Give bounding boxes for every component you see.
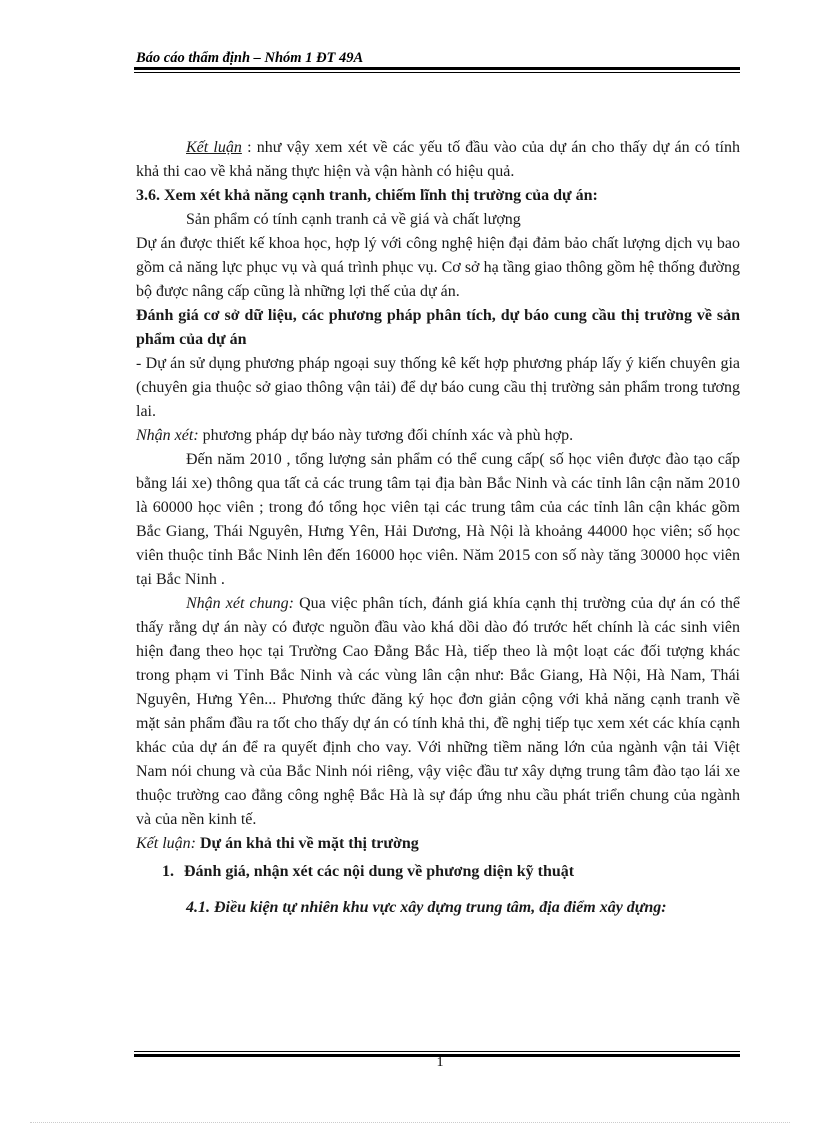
market-conclusion-paragraph [136, 832, 740, 856]
remark-paragraph [136, 424, 740, 448]
list-heading-text: Đánh giá, nhận xét các nội dung về phương diện kỹ thuật [184, 863, 575, 880]
header-rule-thin [134, 72, 740, 73]
market-conclusion-text: Dự án khả thi về mặt thị trường [196, 835, 419, 852]
document-body [136, 136, 740, 920]
footer-rule-thin [134, 1051, 740, 1052]
page-number: 1 [436, 1055, 444, 1070]
competitive-product-paragraph: Sản phẩm có tính cạnh tranh cả về giá và chất lượng [186, 211, 521, 228]
market-assessment-heading: Đánh giá cơ sở dữ liệu, các phương pháp phân tích, dự báo cung cầu thị trường về sản phẩm của dự án [136, 307, 740, 348]
forecast-paragraph: Đến năm 2010 , tổng lượng sản phẩm có thể cung cấp( số học viên được đào tạo cấp bằng lái xe) thông qua tất cả các trung tâm tại địa bàn Bắc Ninh và các tỉnh lân cận năm 2010 là 60000 học viên ; trong đó tổng học viên tại các trung tâm của các tỉnh lân cận khác gồm Bắc Giang, Thái Nguyên, Hưng Yên, Hải Dương, Hà Nội là khoảng 44000 học viên; số học viên thuộc tỉnh Bắc Ninh lên đến 16000 học viên. Năm 2015 con số này tăng 30000 học viên tại Bắc Ninh . [136, 451, 740, 588]
page-header-title: Báo cáo thẩm định – Nhóm 1 ĐT 49A [136, 50, 364, 66]
conclusion-text: : như vậy xem xét về các yếu tố đầu vào của dự án cho thấy dự án có tính khả thi cao về khả năng thực hiện và vận hành có hiệu quả. [136, 139, 741, 180]
general-remark-paragraph [136, 592, 740, 832]
general-remark-label: Nhận xét chung: [186, 595, 294, 612]
numbered-heading-1 [136, 860, 740, 884]
conclusion-label: Kết luận [186, 139, 242, 156]
header-rule-thick [134, 67, 740, 70]
remark-label: Nhận xét: [136, 427, 199, 444]
general-remark-text: Qua việc phân tích, đánh giá khía cạnh thị trường của dự án có thể thấy rằng dự án này có được nguồn đầu vào khá dồi dào đó trước hết chính là các sinh viên hiện đang theo học tại Trường Cao Đẳng Bắc Hà, tiếp theo là một loạt các đối tượng khác trong phạm vi Tỉnh Bắc Ninh và các vùng lân cận như: Bắc Giang, Hà Nội, Hà Nam, Thái Nguyên, Hưng Yên... Phương thức đăng ký học đơn giản cộng với khả năng cạnh tranh về mặt sản phẩm đầu ra tốt cho thấy dự án có tính khả thi, đề nghị tiếp tục xem xét các khía cạnh khác của dự án để ra quyết định cho vay. Với những tiềm năng lớn của ngành vận tải Việt Nam nói chung và của Bắc Ninh nói riêng, vậy việc đầu tư xây dựng trung tâm đào tạo lái xe thuộc trường cao đẳng công nghệ Bắc Hà là sự đáp ứng nhu cầu phát triển chung của ngành và của nền kinh tế. [136, 595, 741, 828]
design-paragraph: Dự án được thiết kế khoa học, hợp lý với công nghệ hiện đại đảm bảo chất lượng dịch vụ bao gồm cả năng lực phục vụ và quá trình phục vụ. Cơ sở hạ tầng giao thông gồm hệ thống đường bộ được nâng cấp cũng là những lợi thế của dự án. [136, 235, 740, 300]
list-number: 1. [162, 863, 174, 880]
remark-text: phương pháp dự báo này tương đối chính xác và phù hợp. [198, 427, 574, 444]
method-paragraph: - Dự án sử dụng phương pháp ngoại suy thống kê kết hợp phương pháp lấy ý kiến chuyên gia (chuyên gia thuộc sở giao thông vận tải) để dự báo cung cầu thị trường sản phẩm trong tương lai. [136, 355, 740, 420]
subsection-4-1-heading: 4.1. Điều kiện tự nhiên khu vực xây dựng trung tâm, địa điểm xây dựng: [186, 899, 667, 916]
section-3-6-heading: 3.6. Xem xét khả năng cạnh tranh, chiếm lĩnh thị trường của dự án: [136, 187, 598, 204]
market-conclusion-label: Kết luận: [136, 835, 196, 852]
conclusion-paragraph [136, 136, 740, 184]
